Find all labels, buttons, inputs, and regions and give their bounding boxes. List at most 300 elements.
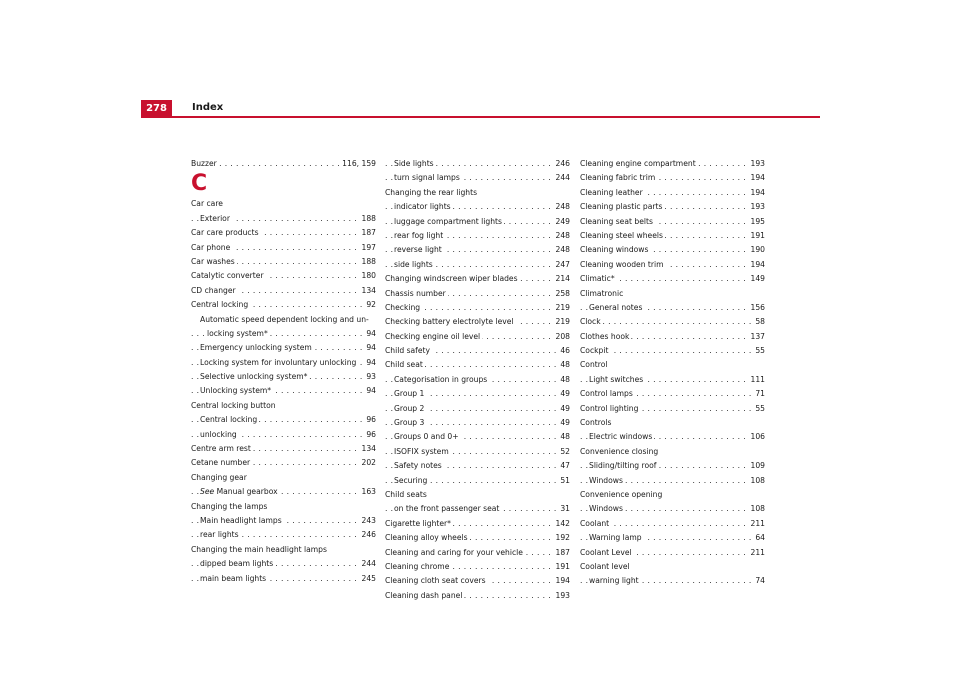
index-entry[interactable] <box>385 272 570 286</box>
index-term <box>394 404 426 413</box>
index-page-number[interactable]: 243 <box>360 514 377 528</box>
index-term <box>580 202 664 211</box>
index-term <box>191 444 253 453</box>
index-term <box>394 173 462 182</box>
index-term-text: Control <box>580 360 608 370</box>
index-term-text: Cetane number <box>191 458 251 468</box>
index-term-text: Cleaning seat belts <box>580 216 653 226</box>
index-entry[interactable] <box>385 502 570 516</box>
index-page-number[interactable]: 116, 159 <box>340 157 376 171</box>
index-term-text: Coolant level <box>580 561 630 571</box>
index-page-number[interactable]: 194 <box>749 171 766 185</box>
index-page-number[interactable]: 187 <box>360 226 377 240</box>
index-page-number[interactable]: 109 <box>749 459 766 473</box>
index-term <box>580 159 698 168</box>
index-term <box>394 476 429 485</box>
index-term <box>580 548 634 557</box>
index-term <box>589 476 625 485</box>
index-term <box>385 576 488 585</box>
index-term <box>580 490 664 499</box>
index-entry[interactable] <box>191 197 376 211</box>
index-page-number[interactable]: 48 <box>558 373 570 387</box>
index-term <box>589 375 645 384</box>
index-page-number[interactable]: 191 <box>554 560 571 574</box>
index-term <box>589 432 654 441</box>
index-term-text: Cigarette lighter* <box>385 518 451 528</box>
index-term <box>394 375 489 384</box>
index-entry[interactable] <box>580 301 765 315</box>
index-entry[interactable] <box>580 272 765 286</box>
index-term-text: Cleaning engine compartment <box>580 159 696 168</box>
index-entry[interactable] <box>580 344 765 358</box>
index-page-number[interactable]: 48 <box>558 358 570 372</box>
index-term-text: Child seat <box>385 360 423 370</box>
index-entry[interactable] <box>580 459 765 473</box>
index-entry[interactable] <box>580 330 765 344</box>
index-entry[interactable] <box>580 560 765 574</box>
index-term <box>580 274 617 283</box>
index-entry[interactable] <box>191 341 376 355</box>
index-entry[interactable] <box>580 229 765 243</box>
index-entry[interactable] <box>191 356 376 370</box>
index-page-number[interactable]: 180 <box>360 269 377 283</box>
index-entry[interactable] <box>385 430 570 444</box>
index-term-text: Sliding/tilting roof <box>589 461 657 471</box>
index-term <box>580 418 613 427</box>
index-term <box>394 245 444 254</box>
index-page-number[interactable]: 49 <box>558 387 570 401</box>
index-page-number[interactable]: 108 <box>749 474 766 488</box>
index-page-number[interactable]: 244 <box>360 557 377 571</box>
index-page-number[interactable]: 248 <box>554 243 571 257</box>
index-entry[interactable] <box>385 287 570 301</box>
index-term-text: turn signal lamps <box>394 173 460 183</box>
index-term <box>580 519 611 528</box>
index-entry[interactable] <box>580 157 765 171</box>
index-entry[interactable] <box>385 186 570 200</box>
index-entry[interactable] <box>580 546 765 560</box>
index-entry[interactable] <box>191 557 376 571</box>
index-term-text: Convenience closing <box>580 446 659 456</box>
index-term-text: on the front passenger seat <box>394 504 500 514</box>
index-entry[interactable] <box>580 200 765 214</box>
index-entry[interactable] <box>191 255 376 269</box>
index-entry[interactable] <box>385 560 570 574</box>
index-term <box>200 386 273 395</box>
index-entry[interactable] <box>580 287 765 301</box>
index-page-number[interactable]: 246 <box>554 157 571 171</box>
index-entry[interactable] <box>580 474 765 488</box>
index-entry[interactable] <box>580 574 765 588</box>
index-page-number[interactable]: 193 <box>554 589 571 603</box>
index-term-text: rear fog light <box>394 230 444 240</box>
index-entry[interactable] <box>191 456 376 470</box>
index-term-text: Control lighting <box>580 403 639 413</box>
index-term <box>385 533 470 542</box>
index-page-number[interactable]: 49 <box>558 402 570 416</box>
index-page-number[interactable]: 49 <box>558 416 570 430</box>
index-page-number[interactable]: 192 <box>554 531 571 545</box>
index-term-text: General notes <box>589 302 643 312</box>
index-term <box>580 562 632 571</box>
index-entry[interactable] <box>191 157 376 171</box>
index-column-2 <box>385 157 570 603</box>
index-page-number[interactable]: 202 <box>360 456 377 470</box>
index-entry[interactable] <box>385 474 570 488</box>
index-term-text: Coolant <box>580 518 610 528</box>
index-entry[interactable] <box>385 574 570 588</box>
index-entry[interactable] <box>191 572 376 586</box>
index-term-text: Cleaning steel wheels <box>580 230 663 240</box>
index-entry[interactable] <box>191 298 376 312</box>
index-term <box>589 461 658 470</box>
index-page-number[interactable]: 191 <box>749 229 766 243</box>
index-page-number[interactable]: 137 <box>749 330 766 344</box>
index-entry[interactable] <box>580 358 765 372</box>
index-entry[interactable] <box>580 531 765 545</box>
index-entry[interactable] <box>385 445 570 459</box>
index-entry[interactable] <box>191 313 376 327</box>
index-term <box>394 432 461 441</box>
index-term-text: Warning lamp <box>589 533 642 543</box>
index-page-number[interactable]: 142 <box>554 517 571 531</box>
index-page-number[interactable]: 111 <box>749 373 766 387</box>
index-entry[interactable] <box>191 528 376 542</box>
index-page-number[interactable]: 249 <box>554 215 571 229</box>
index-term <box>580 360 609 369</box>
index-term-text: Cleaning and caring for your vehicle <box>385 547 523 557</box>
index-term <box>580 231 665 240</box>
index-page-number[interactable]: 46 <box>558 344 570 358</box>
index-entry[interactable] <box>580 186 765 200</box>
index-term <box>200 430 239 439</box>
index-term-text: Central locking <box>191 300 249 310</box>
index-page-number[interactable]: 219 <box>554 301 571 315</box>
index-term-text: warning light <box>589 576 639 586</box>
index-term-text: Changing the lamps <box>191 501 268 511</box>
index-page-number[interactable]: 94 <box>364 341 376 355</box>
index-term <box>580 245 650 254</box>
index-term <box>200 516 284 525</box>
index-page-number[interactable]: 195 <box>749 215 766 229</box>
index-term-text: Car care products <box>191 228 259 238</box>
index-entry[interactable] <box>385 301 570 315</box>
index-entry[interactable] <box>580 517 765 531</box>
index-page-number[interactable]: 211 <box>749 517 766 531</box>
index-page-number[interactable]: 47 <box>558 459 570 473</box>
index-entry[interactable] <box>580 243 765 257</box>
index-entry[interactable] <box>385 402 570 416</box>
index-page-number[interactable]: 96 <box>364 428 376 442</box>
index-term-text: Cleaning dash panel <box>385 590 463 600</box>
index-term-text: Emergency unlocking system <box>200 343 312 353</box>
index-entry[interactable] <box>385 315 570 329</box>
page-title: Index <box>192 102 224 113</box>
index-page-number[interactable]: 51 <box>558 474 570 488</box>
index-term <box>200 214 232 223</box>
index-term <box>394 418 426 427</box>
index-page-number[interactable]: 108 <box>749 502 766 516</box>
index-entry[interactable] <box>580 502 765 516</box>
index-page-number[interactable]: 246 <box>360 528 377 542</box>
index-page-number[interactable]: 58 <box>753 315 765 329</box>
index-term-text: Exterior <box>200 213 230 223</box>
index-page-number[interactable]: 244 <box>554 171 571 185</box>
index-entry[interactable] <box>191 442 376 456</box>
index-entry[interactable] <box>580 373 765 387</box>
index-term-text: Automatic speed dependent locking and un- <box>200 314 369 324</box>
index-page-number[interactable]: 106 <box>749 430 766 444</box>
index-page-number[interactable]: 31 <box>558 502 570 516</box>
index-entry[interactable] <box>191 284 376 298</box>
index-entry[interactable] <box>385 517 570 531</box>
index-entry[interactable] <box>191 471 376 485</box>
index-page-number[interactable]: 193 <box>749 200 766 214</box>
index-column-3 <box>580 157 765 589</box>
index-term <box>191 243 232 252</box>
index-page-number[interactable]: 188 <box>360 212 377 226</box>
index-term-text: Controls <box>580 418 612 428</box>
index-entry[interactable] <box>191 500 376 514</box>
index-entry[interactable] <box>191 428 376 442</box>
index-page-number[interactable]: 194 <box>554 574 571 588</box>
index-entry[interactable] <box>385 358 570 372</box>
index-term <box>385 317 516 326</box>
index-term-text: dipped beam lights <box>200 559 274 569</box>
index-entry[interactable] <box>191 543 376 557</box>
index-term-text: Cockpit <box>580 346 609 356</box>
index-term-text: Control lamps <box>580 389 633 399</box>
index-term-text: Buzzer <box>191 159 217 168</box>
index-term-text: Securing <box>394 475 428 485</box>
index-page-number[interactable]: 248 <box>554 200 571 214</box>
index-page-number[interactable]: 149 <box>749 272 766 286</box>
page-header <box>141 100 820 120</box>
index-term <box>580 447 660 456</box>
index-term <box>580 173 657 182</box>
index-term-text: Categorisation in groups <box>394 374 488 384</box>
index-entry[interactable] <box>580 430 765 444</box>
index-entry[interactable] <box>385 171 570 185</box>
index-term <box>200 415 259 424</box>
index-term-text: Convenience opening <box>580 489 663 499</box>
index-term <box>394 231 445 240</box>
index-entry[interactable] <box>385 215 570 229</box>
index-term-text: Child seats <box>385 489 427 499</box>
index-term-text: Car care <box>191 199 223 209</box>
index-term <box>394 504 501 513</box>
index-entry[interactable] <box>385 589 570 603</box>
index-term <box>580 346 610 355</box>
index-term-text: Group 1 <box>394 389 425 399</box>
index-page-number[interactable]: 187 <box>554 546 571 560</box>
index-term-text: ISOFIX system <box>394 446 449 456</box>
index-term <box>385 332 482 341</box>
index-term <box>191 286 238 295</box>
index-term <box>394 202 453 211</box>
index-page-number[interactable]: 55 <box>753 402 765 416</box>
index-page-number[interactable]: 94 <box>364 327 376 341</box>
index-term-text: Checking engine oil level <box>385 331 481 341</box>
index-term <box>385 490 429 499</box>
index-entry[interactable] <box>385 200 570 214</box>
index-entry[interactable] <box>191 212 376 226</box>
index-entry[interactable] <box>191 514 376 528</box>
index-entry[interactable] <box>580 445 765 459</box>
index-entry[interactable] <box>191 485 376 499</box>
index-page-number[interactable]: 194 <box>749 186 766 200</box>
index-page-number[interactable]: 52 <box>558 445 570 459</box>
index-page-number[interactable]: 94 <box>364 384 376 398</box>
index-page-number[interactable]: 93 <box>364 370 376 384</box>
index-term-text: luggage compartment lights <box>394 216 502 226</box>
index-entry[interactable] <box>191 384 376 398</box>
index-entry[interactable] <box>385 157 570 171</box>
index-entry[interactable] <box>385 488 570 502</box>
index-term-text: Centre arm rest <box>191 444 251 454</box>
index-term <box>200 530 241 539</box>
index-page-number[interactable]: 188 <box>360 255 377 269</box>
index-term-text: Cleaning alloy wheels <box>385 533 468 543</box>
index-term-text: Locking system for involuntary unlocking <box>200 357 357 367</box>
index-term-text: reverse light <box>394 245 442 255</box>
index-term-text: Car washes <box>191 256 235 266</box>
index-page-number[interactable]: 193 <box>749 157 766 171</box>
index-entry[interactable] <box>385 546 570 560</box>
index-term <box>385 303 422 312</box>
index-entry[interactable] <box>385 531 570 545</box>
index-letter-heading: C <box>191 171 208 197</box>
index-term <box>385 562 451 571</box>
index-term-text: Catalytic converter <box>191 271 264 281</box>
index-term <box>191 228 261 237</box>
index-entry[interactable] <box>385 344 570 358</box>
index-entry[interactable] <box>191 370 376 384</box>
index-term-text: Checking battery electrolyte level <box>385 317 514 327</box>
index-term <box>580 404 640 413</box>
index-term <box>385 188 479 197</box>
index-entry[interactable] <box>191 226 376 240</box>
index-term <box>589 576 641 585</box>
index-term <box>580 289 625 298</box>
index-page-number[interactable]: 134 <box>360 442 377 456</box>
index-term <box>191 199 225 208</box>
index-term <box>580 260 666 269</box>
index-term <box>200 574 268 583</box>
index-page-number[interactable]: 197 <box>360 241 377 255</box>
index-term <box>394 217 504 226</box>
index-page-number[interactable]: 74 <box>753 574 765 588</box>
index-term-text: Cleaning plastic parts <box>580 202 663 212</box>
index-page-number[interactable]: 248 <box>554 229 571 243</box>
index-entry[interactable] <box>385 330 570 344</box>
index-term <box>394 447 451 456</box>
index-page-number[interactable]: 211 <box>749 546 766 560</box>
index-entry[interactable] <box>580 402 765 416</box>
page-number: 278 <box>141 100 172 118</box>
see-reference: See <box>200 487 215 497</box>
index-term <box>191 458 252 467</box>
index-page-number[interactable]: 64 <box>753 531 765 545</box>
index-page-number[interactable]: 208 <box>554 330 571 344</box>
index-entry[interactable] <box>385 387 570 401</box>
index-term-text: side lights <box>394 259 433 269</box>
index-page-number[interactable]: 71 <box>753 387 765 401</box>
index-page-number[interactable]: 55 <box>753 344 765 358</box>
index-page-number[interactable]: 48 <box>558 430 570 444</box>
index-term <box>191 473 249 482</box>
index-term <box>200 343 314 352</box>
index-page-number[interactable]: 194 <box>749 258 766 272</box>
index-term-text: Electric windows <box>589 432 653 442</box>
index-entry[interactable] <box>385 459 570 473</box>
index-term <box>589 504 625 513</box>
index-term-text: Cleaning wooden trim <box>580 259 664 269</box>
index-entry[interactable] <box>191 241 376 255</box>
index-term-text: Windows <box>589 504 623 514</box>
index-entry[interactable] <box>385 229 570 243</box>
index-page-number[interactable]: 163 <box>360 485 377 499</box>
index-entry[interactable] <box>385 243 570 257</box>
index-page-number[interactable]: 247 <box>554 258 571 272</box>
index-term <box>200 559 275 568</box>
index-entry[interactable] <box>191 269 376 283</box>
index-term <box>589 303 644 312</box>
index-term-text: Main headlight lamps <box>200 515 282 525</box>
index-entry[interactable] <box>580 171 765 185</box>
index-term <box>394 260 435 269</box>
index-term-text: Light switches <box>589 374 644 384</box>
index-entry[interactable] <box>191 413 376 427</box>
index-entry[interactable] <box>580 315 765 329</box>
index-term <box>580 317 603 326</box>
index-page-number[interactable]: 156 <box>749 301 766 315</box>
index-page-number[interactable]: 219 <box>554 315 571 329</box>
index-column-1 <box>191 157 376 586</box>
index-entry[interactable] <box>580 488 765 502</box>
index-term <box>385 519 453 528</box>
index-term-text: Climatic* <box>580 274 615 284</box>
index-page-number[interactable]: 92 <box>364 298 376 312</box>
index-page-number[interactable]: 245 <box>360 572 377 586</box>
index-entry[interactable] <box>191 399 376 413</box>
index-term <box>191 300 250 309</box>
index-entry[interactable] <box>385 258 570 272</box>
index-entry[interactable] <box>385 373 570 387</box>
index-page-number[interactable]: 94 <box>364 356 376 370</box>
index-term-text: Cleaning fabric trim <box>580 173 656 183</box>
index-term-text: Groups 0 and 0+ <box>394 432 459 442</box>
index-term-text: Clock <box>580 317 601 327</box>
index-entry[interactable] <box>385 416 570 430</box>
index-entry[interactable] <box>191 327 376 341</box>
index-entry[interactable] <box>580 416 765 430</box>
index-page-number[interactable]: 214 <box>554 272 571 286</box>
index-term <box>191 502 269 511</box>
index-page-number[interactable]: 258 <box>554 287 571 301</box>
index-entry[interactable] <box>580 387 765 401</box>
index-term <box>385 274 520 283</box>
index-page-number[interactable]: 190 <box>749 243 766 257</box>
index-page-number[interactable]: 134 <box>360 284 377 298</box>
index-entry[interactable] <box>580 258 765 272</box>
index-term-text: Climatronic <box>580 288 624 298</box>
index-term-text: Changing windscreen wiper blades <box>385 274 518 284</box>
index-entry[interactable] <box>580 215 765 229</box>
index-page-number[interactable]: 96 <box>364 413 376 427</box>
index-term <box>200 372 309 381</box>
index-term-text: Coolant Level <box>580 547 632 557</box>
